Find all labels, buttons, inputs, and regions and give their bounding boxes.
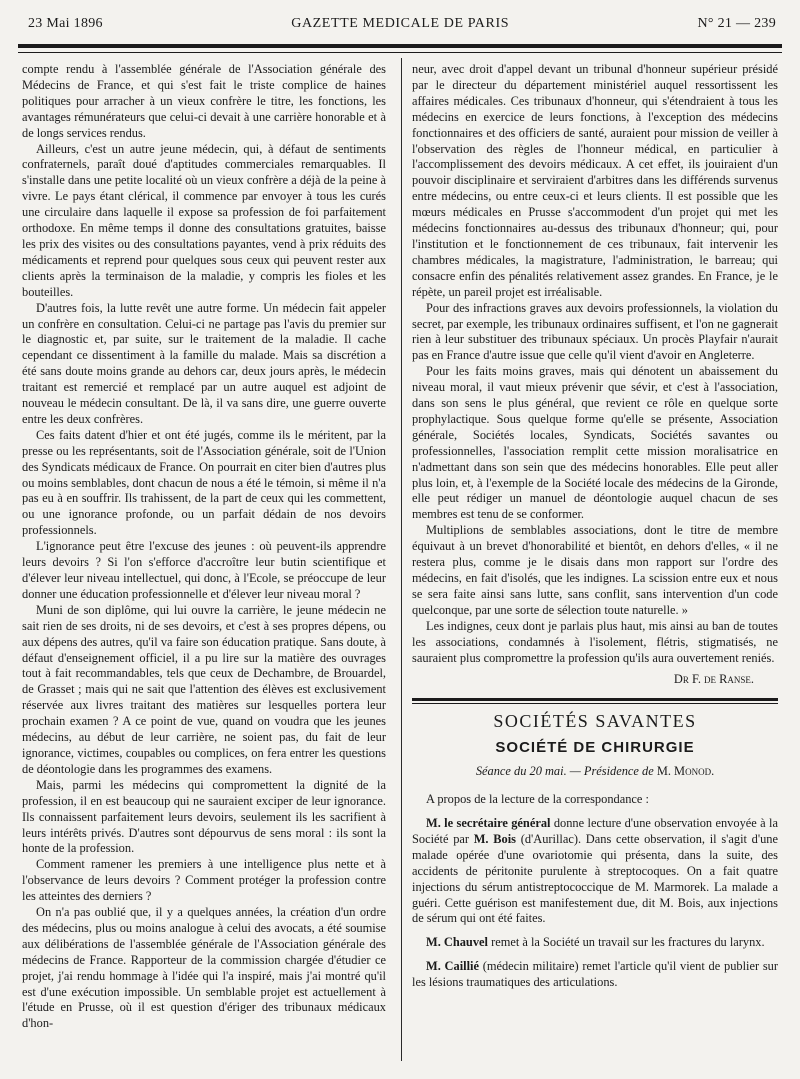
left-column — [22, 62, 386, 1032]
paragraph: Comment ramener les premiers à une intelligence plus nette et à l'observance de leurs devoirs ? Comment protéger la profession contre les atteintes des derniers ? — [22, 857, 386, 904]
header-date: 23 Mai 1896 — [28, 16, 103, 31]
paragraph: Multiplions de semblables associations, dont le titre de membre équivaut à un brevet d'honorabilité et bientôt, en dehors d'elles, « il ne restera plus, comme je le disais dans mon rapport sur l'ordre des médecins, en fait d'isolés, que les indignes. La scission entre eux et nous se sera faite ainsi sans lutte, sans conflit, sans intervention d'un code quelconque, par une sorte de sélection toute naturelle. » — [412, 523, 778, 617]
section-rule-thin — [412, 703, 778, 704]
paragraph: Mais, parmi les médecins qui compromettent la dignité de la profession, il en est beaucoup qui ne sauraient exciper de leur ignorance. Ils connaissent parfaitement leurs devoirs, seulement ils les sacrifient à leurs intérêts privés. D'autres sont dépourvus de sens moral : ils sont la honte de la profession. — [22, 777, 386, 856]
journal-title: GAZETTE MEDICALE DE PARIS — [291, 16, 510, 31]
society-title: SOCIÉTÉ DE CHIRURGIE — [495, 739, 695, 757]
header-rule-thick — [18, 44, 782, 48]
paragraph: Ces faits datent d'hier et ont été jugés, comme ils le méritent, par la presse ou les représentants, soit de l'Association générale, soit de l'Union des Syndicats médicaux de France. On pourrait en citer bien d'autres plus ou moins semblables, dont chacun de nous a été le témoin, si même il n'a pas eu à en souffrir. Ils trahissent, de la part de ceux qui les commettent, ou une ignorance profonde, ou un parfait dédain de nos devoirs professionnels. — [22, 427, 386, 538]
section-rule-thick — [412, 698, 778, 701]
issue-page-number: N° 21 — 239 — [697, 16, 776, 31]
header-rule-thin — [18, 52, 782, 53]
seance-label: Séance du 20 mai. — Présidence de — [475, 764, 654, 779]
paragraph: L'ignorance peut être l'excuse des jeunes : où peuvent-ils apprendre leurs devoirs ? Si l'on s'efforce d'accroître leur butin scientifique et d'élever leur niveau intellectuel, qui donc, à l'Ecole, se préoccupe de leur donner une éducation professionnelle et d'élever leur niveau moral ? — [22, 539, 386, 601]
right-column — [412, 62, 778, 991]
paragraph: Les indignes, ceux dont je parlais plus haut, mis ainsi au ban de toutes les associations, condamnés à l'isolement, flétris, stigmatisés, ne sauraient plus compromettre la profession qu'ils aura ouvertement reniés. — [412, 618, 778, 665]
item-text: donne lecture d'une observation envoyée à la Société par — [412, 815, 778, 846]
paragraph: Pour les faits moins graves, mais qui dénotent un abaissement du niveau moral, il vaut mieux prévenir que sévir, et c'est à l'association, dans son sens le plus général, que revient ce rôle en quelque sorte prophylactique. Sous quelque forme qu'elle se présente, Association générale, Sociétés locales, Syndicats, Sociétés savantes ou professionnelles, l'association remplit cette mission moralisatrice en n'admettant dans son sein que des médecins honorables. Elle peut aller plus loin, et, à l'exemple de la Société locale des médecins de la Gironde, elle peut rédiger un manuel de déontologie auquel chacun de ses membres est tenu de se conformer. — [412, 364, 778, 522]
item-text: (d'Aurillac). Dans cette observation, il s'agit d'une malade opérée d'une ovariotomie qui présenta, dans la suite, des accidents de péritonite purulente à streptocoques. On a fait quatre injections du sérum antistreptococcique de M. Marmorek. La malade a guéri. Cette guérison est manifestement due, dit M. Bois, aux injections de sérum qui ont été faites. — [412, 831, 778, 926]
seance-line — [412, 764, 778, 780]
paragraph: neur, avec droit d'appel devant un tribunal d'honneur supérieur présidé par le directeur du département ministériel auquel ressortissent les affaires médicales. Ces tribunaux d'honneur, qui s'étendraient à tous les médecins en exercice de leurs fonctions, à l'exception des médecins fonctionnaires et des officiers de santé, auraient pour mission de veiller à l'observation des règles de l'honneur médical, en particulier à l'accomplissement des devoirs médicaux. A cet effet, ils jouiraient d'un pouvoir disciplinaire et serviraient d'arbitres dans les différends survenus entre médecins, ou entre ceux-ci et leurs clients. Il est possible que les mœurs médicales en Prusse s'accommodent d'un projet qui met les médecins fonctionnaires au-dessus des tribunaux d'honneur; qui, pour l'institution et le fonctionnement de ces tribunaux, fait intervenir les chambres médicales, la magistrature, l'administration, le barreau; qui consacre enfin des pénalités relativement assez grandes. En France, je le répète, un pareil projet est irréalisable. — [412, 62, 778, 299]
president-name: M. Monod. — [656, 764, 715, 779]
item-text: (médecin militaire) remet l'article qu'il vient de publier sur les lésions traumatiques des articulations. — [412, 959, 778, 990]
society-item — [412, 959, 778, 991]
speaker-name: M. Caillié — [426, 959, 479, 974]
column-divider — [401, 58, 402, 1061]
section-title: SOCIÉTÉS SAVANTES — [493, 711, 697, 732]
page-header — [28, 16, 776, 38]
society-item — [412, 935, 778, 951]
speaker-name: M. le secrétaire général — [426, 815, 551, 830]
paragraph: D'autres fois, la lutte revêt une autre forme. Un médecin fait appeler un confrère en consultation. Celui-ci ne partage pas l'avis du premier sur le diagnostic et, par suite, sur le traitement de la maladie. Il cache cependant ce dissentiment à la famille du malade. Mais sa discrétion a été sans doute moins grande au dehors car, deux jours après, le médecin traitant est remercié et remplacé par un autre auquel est adjoint de nouveau le médecin consultant. De là, il va sans dire, une guerre ouverte entre les deux confrères. — [22, 300, 386, 426]
paragraph: A propos de la lecture de la correspondance : — [426, 792, 649, 807]
item-text: remet à la Société un travail sur les fractures du larynx. — [487, 935, 765, 950]
paragraph: Pour des infractions graves aux devoirs professionnels, la violation du secret, par exemple, les tribunaux ordinaires suffisent, et l'on ne gagnerait rien à leur substituer des tribunaux spéciaux. Un procès Playfair n'aurait pas en France d'autre issue que celle qu'il vient d'avoir en Angleterre. — [412, 300, 778, 363]
speaker-name: M. Chauvel — [426, 935, 488, 950]
society-item — [412, 816, 778, 927]
paragraph: Ailleurs, c'est un autre jeune médecin, qui, à défaut de sentiments confraternels, paraît doué d'aptitudes commerciales remarquables. Il s'installe dans une petite localité où un vieux confrère a déjà de la peine à vivre. Le pays étant clérical, il commence par envoyer à tous les curés une circulaire dans laquelle il expose sa profession de foi parfaitement orthodoxe. En même temps il donne des consultations gratuites, baisse les prix des visites ou des consultations payantes, vend à prix réduits des médicaments et reprend pour quelques sous ceux qui peuvent rester aux clients après la terminaison de la maladie, y compris les fioles et les bouteilles. — [22, 141, 386, 299]
author-signature: Dr F. de Ranse. — [673, 672, 754, 687]
paragraph: On n'a pas oublié que, il y a quelques années, la création d'un ordre des médecins, plus ou moins analogue à celui des avocats, a été soumise aux délibérations de l'assemblée générale de l'Association générale des médecins de France. Rapporteur de la commission chargée d'étudier ce projet, j'ai rendu hommage à l'idée qui l'a inspiré, mais j'ai montré qu'il est d'une exécution impossible. Un semblable projet est actuellement à l'étude en Prusse, où il est question d'ériger des tribunaux médicaux d'hon- — [22, 905, 386, 1031]
paragraph: compte rendu à l'assemblée générale de l'Association générale des Médecins de France, et qui s'est fait le triste complice de haines politiques pour arracher à un vieux confrère le titre, les fonctions, les avantages rémunérateurs que celui-ci devait à une carrière honorable et à de longs services rendus. — [22, 62, 386, 140]
speaker-name: M. Bois — [473, 831, 516, 846]
paragraph: Muni de son diplôme, qui lui ouvre la carrière, le jeune médecin ne sait rien de ses droits, ni de ses devoirs, et c'est à ses propres dépens, ou aux dépens des autres, qu'il va faire son éducation pratique. Sans doute, à défaut d'enseignement officiel, il a pu lire sur la matière des ouvrages tout à fait recommandables, tels que ceux de Dechambre, de Brouardel, de Grasset ; mais qui ne sait que l'attention des élèves est exclusivement réservée aux livres traitant des matières sur lesquelles portera leur prochain examen ? A ce point de vue, quand on voudra que les jeunes médecins, au début de leur carrière, ne soient pas, du fait de leur ignorance, victimes, coupables ou complices, on fera entrer les questions de déontologie dans les programmes des examens. — [22, 602, 386, 776]
